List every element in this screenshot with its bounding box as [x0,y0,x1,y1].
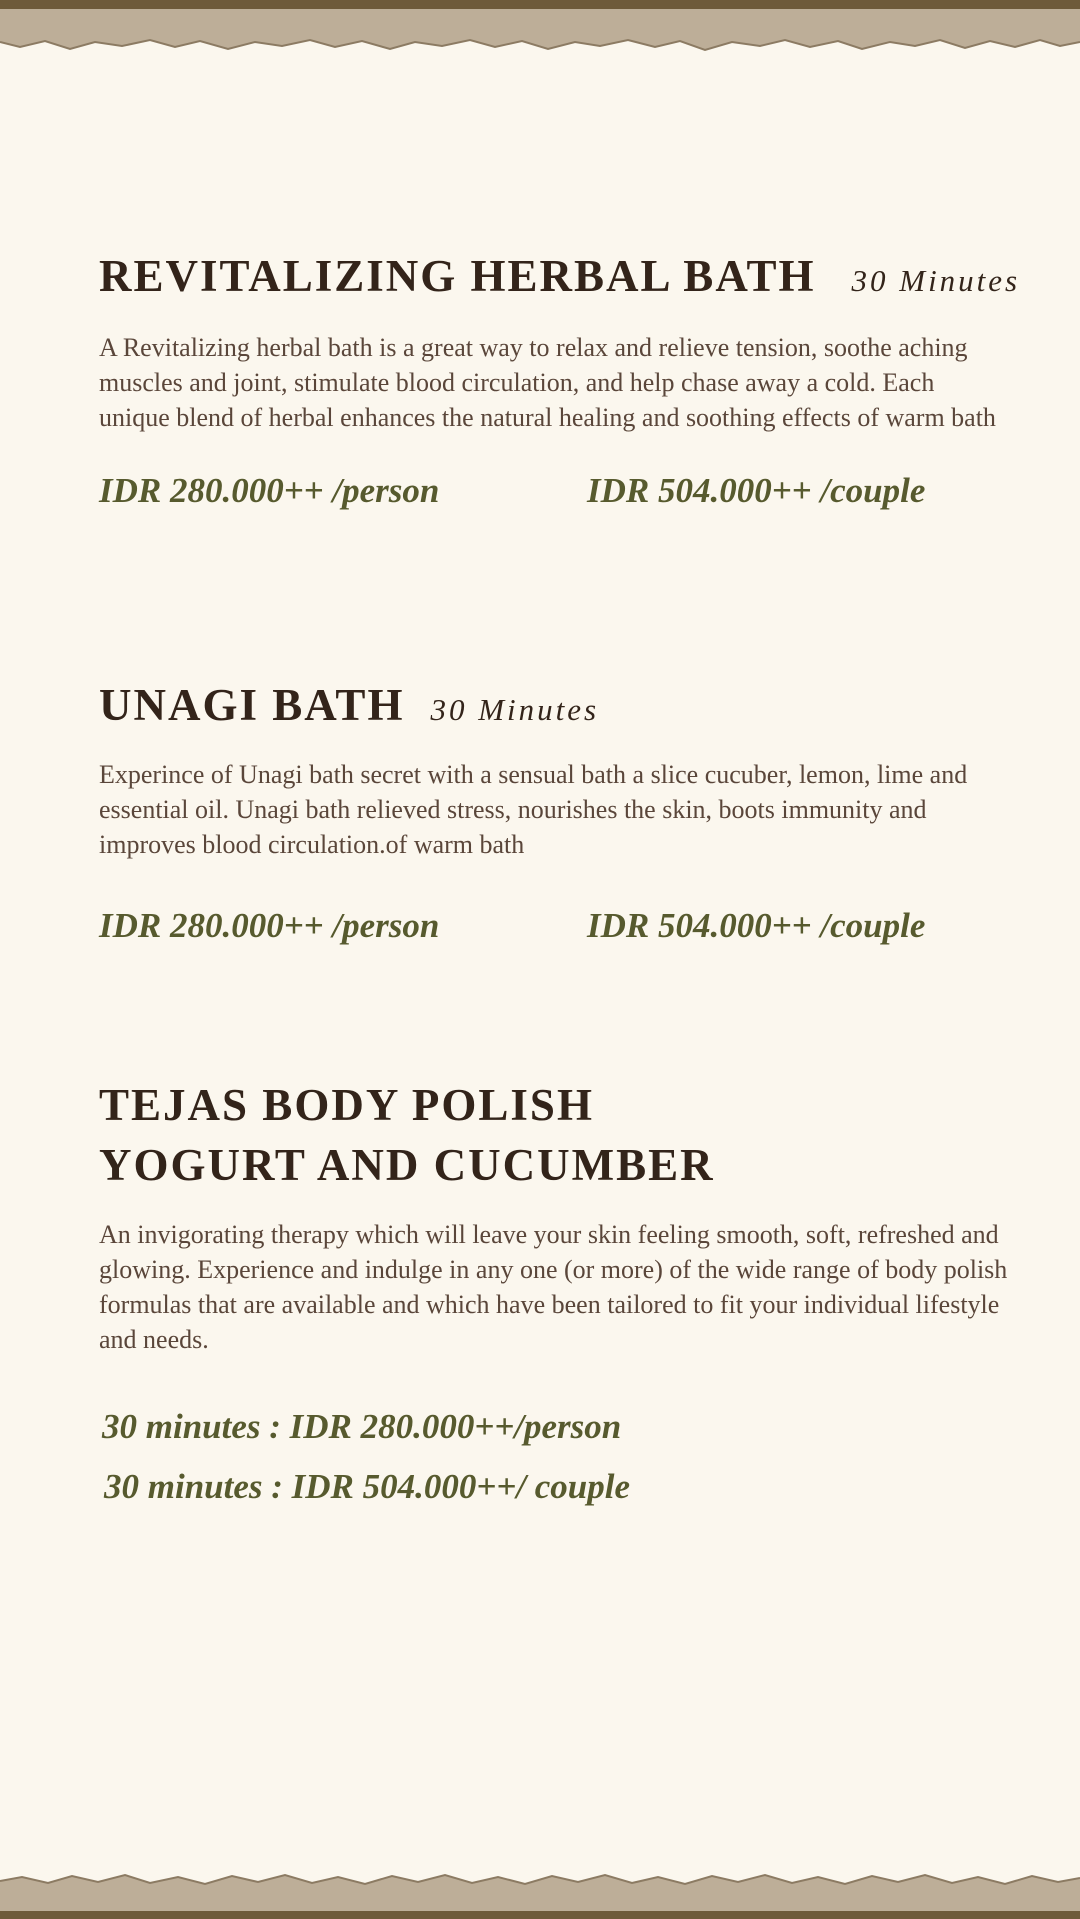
price-row [99,906,1029,956]
service-description: A Revitalizing herbal bath is a great way to relax and relieve tension, soothe aching muscles and joint, stimulate blood circulation, and help chase away a cold. Each unique blend of herbal enhances the natural healing and soothing effects of warm bath [99,333,996,432]
tier-per-couple: 30 minutes : IDR 504.000++/ couple [104,1467,631,1506]
service-title-row [99,675,1029,735]
service-title: UNAGI BATH [99,680,405,730]
service-description: An invigorating therapy which will leave your skin feeling smooth, soft, refreshed and glowing. Experience and indulge in any one (or more) of the wide range of body polish formulas that are available and which have been tailored to fit your individual lifestyle and needs. [99,1220,1008,1354]
service-duration: 30 Minutes [851,263,1021,298]
price-per-person: IDR 280.000++ /person [99,906,440,945]
service-title: REVITALIZING HERBAL BATH [99,251,816,301]
service-title-row [99,246,1029,306]
price-per-couple: IDR 504.000++ /couple [587,471,926,510]
service-description: Experince of Unagi bath secret with a sensual bath a slice cucuber, lemon, lime and essential oil. Unagi bath relieved stress, nourishes the skin, boots immunity and improves blood circulation.of warm bath [99,760,968,859]
price-row [99,471,1029,521]
price-tiers [102,1397,1029,1517]
tier-per-person: 30 minutes : IDR 280.000++/person [102,1407,622,1446]
top-paper-border [0,0,1080,60]
price-per-person: IDR 280.000++ /person [99,471,440,510]
service-duration: 30 Minutes [430,692,600,727]
service-tejas-body-polish [99,1075,1029,1517]
service-title-line2: YOGURT AND CUCUMBER [99,1140,715,1190]
service-unagi-bath [99,675,1029,956]
service-title-line1: TEJAS BODY POLISH [99,1080,594,1130]
bottom-paper-border [0,1859,1080,1919]
price-per-couple: IDR 504.000++ /couple [587,906,926,945]
service-revitalizing-herbal-bath [99,246,1029,521]
